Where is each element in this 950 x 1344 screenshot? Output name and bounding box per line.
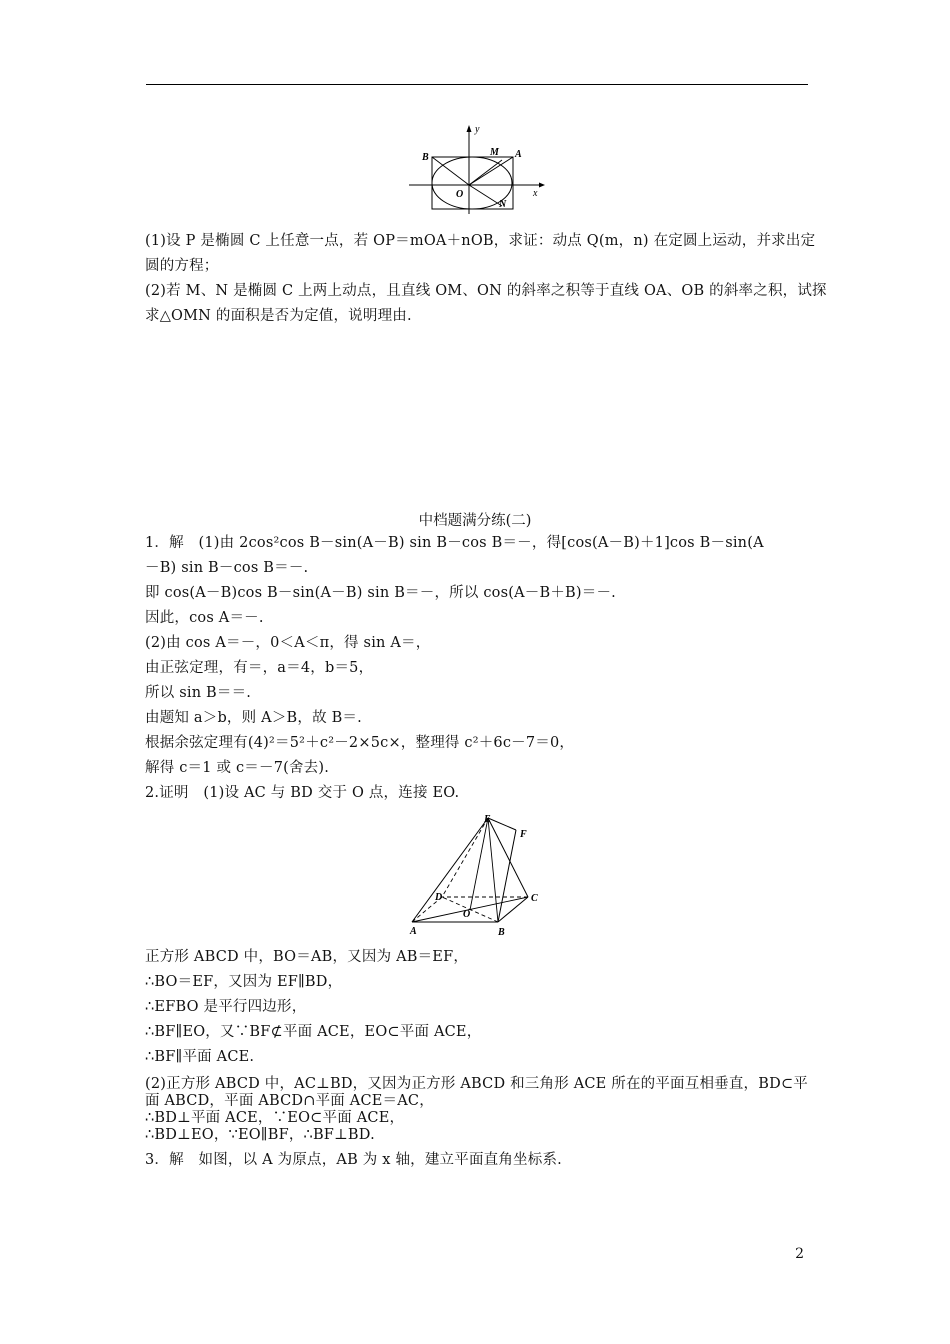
sol2-line7: (2)正方形 ABCD 中，AC⊥BD，又因为正方形 ABCD 和三角形 ACE 所在的平面互相垂直，BD⊂平 bbox=[145, 1076, 808, 1092]
x-axis-arrow bbox=[539, 183, 545, 188]
sol1-line7: 所以 sin B＝＝. bbox=[145, 685, 252, 701]
label-B: B bbox=[422, 152, 429, 163]
sol2-line4: ∴EFBO 是平行四边形， bbox=[145, 999, 307, 1015]
edge-ED bbox=[442, 818, 488, 897]
page-number: 2 bbox=[795, 1246, 804, 1262]
edge-EO bbox=[470, 818, 488, 910]
edge-EB bbox=[488, 818, 498, 922]
segment-ON bbox=[469, 185, 502, 206]
sol2-line8: 面 ABCD，平面 ABCD∩平面 ACE＝AC， bbox=[145, 1093, 434, 1109]
sol2-line1: 2.证明 (1)设 AC 与 BD 交于 O 点，连接 EO. bbox=[145, 785, 460, 801]
label-B2: B bbox=[498, 927, 505, 938]
edge-EF bbox=[488, 818, 516, 830]
edge-EA bbox=[412, 818, 488, 922]
label-F: F bbox=[520, 829, 527, 840]
label-A: A bbox=[515, 149, 522, 160]
sol1-line10: 解得 c＝1 或 c＝－7(舍去). bbox=[145, 760, 330, 776]
solid-figure bbox=[400, 810, 550, 940]
sol2-line3: ∴BO＝EF，又因为 EF∥BD， bbox=[145, 974, 343, 990]
sol2-line9: ∴BD⊥平面 ACE，∵EO⊂平面 ACE， bbox=[145, 1110, 405, 1126]
label-D: D bbox=[435, 892, 443, 903]
label-E: E bbox=[484, 814, 491, 825]
sol1-line5: (2)由 cos A＝－，0＜A＜π，得 sin A＝， bbox=[145, 635, 431, 651]
sol2-line5: ∴BF∥EO，又∵BF⊄平面 ACE，EO⊂平面 ACE， bbox=[145, 1024, 482, 1040]
sol1-line8: 由题知 a＞b，则 A＞B，故 B＝. bbox=[145, 710, 362, 726]
segment-OA bbox=[469, 157, 513, 185]
sol1-line2: －B) sin B－cos B＝－. bbox=[145, 560, 309, 576]
sol2-line2: 正方形 ABCD 中，BO＝AB，又因为 AB＝EF， bbox=[145, 949, 469, 965]
sol3-line1: 3．解 如图，以 A 为原点，AB 为 x 轴，建立平面直角坐标系. bbox=[145, 1152, 562, 1168]
label-N: N bbox=[499, 199, 507, 210]
label-O: O bbox=[456, 189, 464, 200]
header-rule bbox=[146, 84, 808, 85]
sol1-line3: 即 cos(A－B)cos B－sin(A－B) sin B＝－，所以 cos(A－B＋B)＝－. bbox=[145, 585, 616, 601]
label-C: C bbox=[531, 893, 538, 904]
label-O2: O bbox=[463, 909, 471, 920]
sol2-line10: ∴BD⊥EO，∵EO∥BF，∴BF⊥BD. bbox=[145, 1127, 375, 1143]
label-A2: A bbox=[410, 926, 417, 937]
problem-q2-line1: (2)若 M、N 是椭圆 C 上两上动点，且直线 OM、ON 的斜率之积等于直线 OA、OB 的斜率之积，试探 bbox=[145, 283, 827, 299]
label-y: y bbox=[475, 124, 480, 135]
ellipse-figure bbox=[405, 120, 555, 216]
segment-OM bbox=[469, 160, 502, 185]
problem-q1-line1: (1)设 P 是椭圆 C 上任意一点，若 OP＝mOA＋nOB，求证：动点 Q(m，n) 在定圆上运动，并求出定 bbox=[145, 233, 816, 249]
sol1-line1: 1．解 (1)由 2cos²cos B－sin(A－B) sin B－cos B＝－，得[cos(A－B)＋1]cos B－sin(A bbox=[145, 535, 764, 551]
sol2-line6: ∴BF∥平面 ACE. bbox=[145, 1049, 255, 1065]
label-x: x bbox=[533, 188, 538, 199]
problem-q2-line2: 求△OMN 的面积是否为定值，说明理由. bbox=[145, 308, 412, 324]
sol1-line4: 因此，cos A＝－. bbox=[145, 610, 264, 626]
label-M: M bbox=[490, 147, 499, 158]
sol1-line9: 根据余弦定理有(4)²＝5²＋c²－2×5c×，整理得 c²＋6c－7＝0， bbox=[145, 735, 575, 751]
problem-q1-line2: 圆的方程； bbox=[145, 258, 219, 274]
sol1-line6: 由正弦定理，有＝，a＝4，b＝5， bbox=[145, 660, 374, 676]
section-title: 中档题满分练(二) bbox=[418, 513, 532, 529]
y-axis-arrow bbox=[467, 125, 472, 132]
